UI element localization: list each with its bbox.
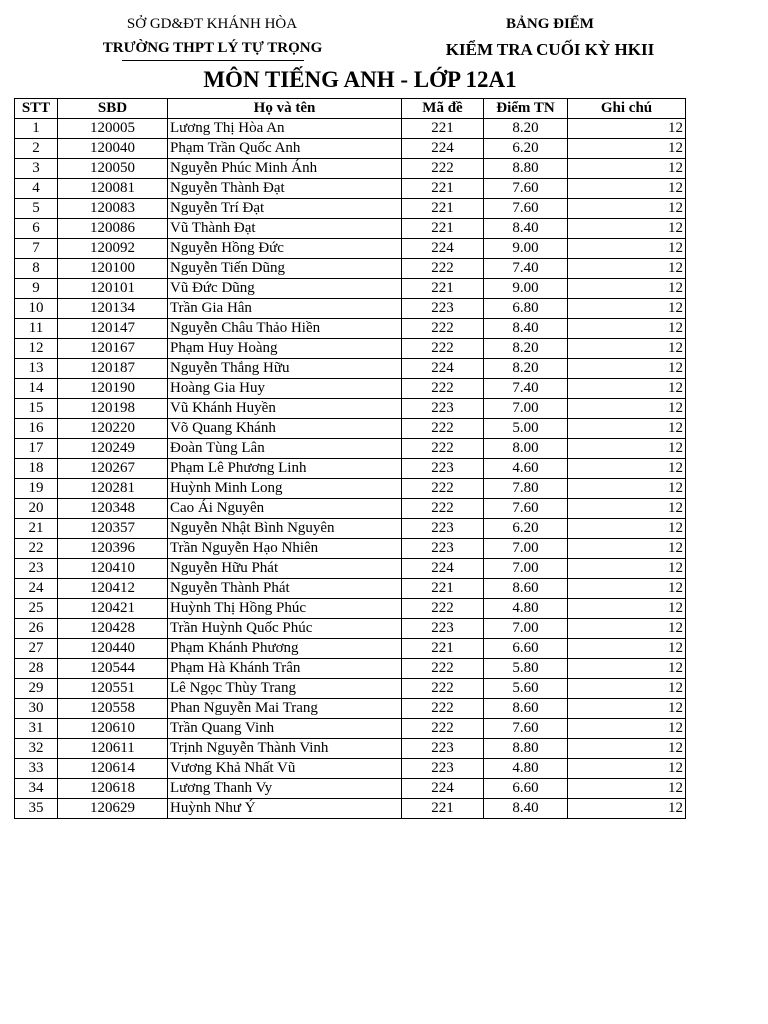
cell-name: Nguyễn Thành Phát xyxy=(168,579,402,599)
table-row xyxy=(15,499,686,519)
table-row xyxy=(15,199,686,219)
cell-ghi-chu: 12 xyxy=(568,379,686,399)
cell-ma-de: 222 xyxy=(402,439,484,459)
cell-stt: 2 xyxy=(15,139,58,159)
cell-name: Trịnh Nguyễn Thành Vinh xyxy=(168,739,402,759)
cell-name: Phạm Lê Phương Linh xyxy=(168,459,402,479)
cell-ghi-chu: 12 xyxy=(568,559,686,579)
cell-diem: 8.80 xyxy=(484,739,568,759)
document-title: BẢNG ĐIỂM xyxy=(506,16,594,32)
column-header-stt: STT xyxy=(15,99,58,119)
cell-sbd: 120558 xyxy=(58,699,168,719)
cell-sbd: 120050 xyxy=(58,159,168,179)
cell-ghi-chu: 12 xyxy=(568,579,686,599)
cell-ghi-chu: 12 xyxy=(568,639,686,659)
cell-ghi-chu: 12 xyxy=(568,119,686,139)
cell-ghi-chu: 12 xyxy=(568,799,686,819)
cell-diem: 8.40 xyxy=(484,219,568,239)
table-row xyxy=(15,279,686,299)
cell-stt: 3 xyxy=(15,159,58,179)
cell-name: Phạm Khánh Phương xyxy=(168,639,402,659)
cell-name: Nguyễn Tiến Dũng xyxy=(168,259,402,279)
table-row xyxy=(15,359,686,379)
department-name: SỞ GD&ĐT KHÁNH HÒA xyxy=(126,16,298,32)
cell-name: Vũ Khánh Huyền xyxy=(168,399,402,419)
cell-diem: 7.60 xyxy=(484,199,568,219)
cell-ma-de: 221 xyxy=(402,219,484,239)
table-row xyxy=(15,239,686,259)
cell-stt: 8 xyxy=(15,259,58,279)
cell-diem: 7.80 xyxy=(484,479,568,499)
cell-ma-de: 223 xyxy=(402,299,484,319)
cell-sbd: 120544 xyxy=(58,659,168,679)
cell-stt: 12 xyxy=(15,339,58,359)
cell-ma-de: 223 xyxy=(402,619,484,639)
cell-name: Hoàng Gia Huy xyxy=(168,379,402,399)
cell-sbd: 120167 xyxy=(58,339,168,359)
cell-sbd: 120190 xyxy=(58,379,168,399)
cell-ma-de: 221 xyxy=(402,119,484,139)
cell-ghi-chu: 12 xyxy=(568,239,686,259)
cell-ghi-chu: 12 xyxy=(568,499,686,519)
cell-stt: 4 xyxy=(15,179,58,199)
table-row xyxy=(15,639,686,659)
table-row xyxy=(15,299,686,319)
cell-ma-de: 221 xyxy=(402,279,484,299)
cell-ghi-chu: 12 xyxy=(568,679,686,699)
table-row xyxy=(15,319,686,339)
cell-stt: 23 xyxy=(15,559,58,579)
cell-name: Trần Quang Vinh xyxy=(168,719,402,739)
table-row xyxy=(15,179,686,199)
column-header-ma-de: Mã đề xyxy=(402,99,484,119)
cell-ghi-chu: 12 xyxy=(568,259,686,279)
cell-sbd: 120610 xyxy=(58,719,168,739)
cell-ghi-chu: 12 xyxy=(568,139,686,159)
table-row xyxy=(15,739,686,759)
cell-stt: 33 xyxy=(15,759,58,779)
cell-ghi-chu: 12 xyxy=(568,299,686,319)
cell-sbd: 120101 xyxy=(58,279,168,299)
cell-diem: 5.00 xyxy=(484,419,568,439)
cell-ghi-chu: 12 xyxy=(568,219,686,239)
cell-sbd: 120428 xyxy=(58,619,168,639)
cell-ghi-chu: 12 xyxy=(568,779,686,799)
cell-name: Huỳnh Như Ý xyxy=(168,799,402,819)
cell-name: Huỳnh Minh Long xyxy=(168,479,402,499)
subject-title: MÔN TIẾNG ANH - LỚP 12A1 xyxy=(203,67,517,92)
cell-name: Cao Ái Nguyên xyxy=(168,499,402,519)
cell-ma-de: 222 xyxy=(402,479,484,499)
cell-ghi-chu: 12 xyxy=(568,319,686,339)
cell-name: Trần Gia Hân xyxy=(168,299,402,319)
column-header-diem: Điểm TN xyxy=(484,99,568,119)
cell-ma-de: 222 xyxy=(402,659,484,679)
cell-ma-de: 221 xyxy=(402,799,484,819)
cell-stt: 19 xyxy=(15,479,58,499)
cell-stt: 32 xyxy=(15,739,58,759)
cell-ma-de: 223 xyxy=(402,539,484,559)
column-header-ghi-chu: Ghi chú xyxy=(568,99,686,119)
cell-name: Nguyễn Trí Đạt xyxy=(168,199,402,219)
cell-stt: 24 xyxy=(15,579,58,599)
cell-name: Nguyễn Thành Đạt xyxy=(168,179,402,199)
cell-diem: 6.60 xyxy=(484,779,568,799)
table-row xyxy=(15,579,686,599)
cell-stt: 35 xyxy=(15,799,58,819)
cell-ma-de: 222 xyxy=(402,699,484,719)
column-header-sbd: SBD xyxy=(58,99,168,119)
cell-sbd: 120440 xyxy=(58,639,168,659)
cell-ghi-chu: 12 xyxy=(568,459,686,479)
cell-diem: 7.60 xyxy=(484,719,568,739)
cell-ghi-chu: 12 xyxy=(568,659,686,679)
table-row xyxy=(15,799,686,819)
cell-sbd: 120348 xyxy=(58,499,168,519)
cell-sbd: 120267 xyxy=(58,459,168,479)
cell-ghi-chu: 12 xyxy=(568,759,686,779)
cell-stt: 13 xyxy=(15,359,58,379)
cell-ghi-chu: 12 xyxy=(568,739,686,759)
cell-ghi-chu: 12 xyxy=(568,339,686,359)
cell-diem: 8.20 xyxy=(484,119,568,139)
cell-stt: 15 xyxy=(15,399,58,419)
cell-name: Phan Nguyễn Mai Trang xyxy=(168,699,402,719)
cell-stt: 25 xyxy=(15,599,58,619)
cell-ghi-chu: 12 xyxy=(568,619,686,639)
cell-name: Nguyễn Thắng Hữu xyxy=(168,359,402,379)
cell-sbd: 120198 xyxy=(58,399,168,419)
cell-ma-de: 222 xyxy=(402,159,484,179)
cell-name: Võ Quang Khánh xyxy=(168,419,402,439)
cell-sbd: 120629 xyxy=(58,799,168,819)
cell-sbd: 120618 xyxy=(58,779,168,799)
cell-name: Trần Huỳnh Quốc Phúc xyxy=(168,619,402,639)
cell-name: Phạm Huy Hoàng xyxy=(168,339,402,359)
cell-sbd: 120040 xyxy=(58,139,168,159)
cell-ghi-chu: 12 xyxy=(568,279,686,299)
cell-name: Nguyễn Nhật Bình Nguyên xyxy=(168,519,402,539)
table-row xyxy=(15,619,686,639)
cell-ma-de: 221 xyxy=(402,199,484,219)
cell-diem: 8.80 xyxy=(484,159,568,179)
school-name: TRƯỜNG THPT LÝ TỰ TRỌNG xyxy=(102,40,323,56)
cell-sbd: 120187 xyxy=(58,359,168,379)
cell-sbd: 120412 xyxy=(58,579,168,599)
cell-name: Phạm Trần Quốc Anh xyxy=(168,139,402,159)
cell-ma-de: 223 xyxy=(402,399,484,419)
cell-sbd: 120100 xyxy=(58,259,168,279)
cell-sbd: 120083 xyxy=(58,199,168,219)
cell-sbd: 120410 xyxy=(58,559,168,579)
cell-ma-de: 224 xyxy=(402,779,484,799)
cell-ghi-chu: 12 xyxy=(568,159,686,179)
cell-ma-de: 223 xyxy=(402,459,484,479)
cell-stt: 27 xyxy=(15,639,58,659)
school-underline xyxy=(122,60,304,61)
cell-name: Lê Ngọc Thùy Trang xyxy=(168,679,402,699)
cell-ma-de: 222 xyxy=(402,319,484,339)
cell-ghi-chu: 12 xyxy=(568,199,686,219)
table-row xyxy=(15,659,686,679)
cell-diem: 9.00 xyxy=(484,239,568,259)
table-row xyxy=(15,339,686,359)
table-row xyxy=(15,219,686,239)
cell-name: Đoàn Tùng Lân xyxy=(168,439,402,459)
table-row xyxy=(15,519,686,539)
cell-stt: 6 xyxy=(15,219,58,239)
cell-name: Vũ Đức Dũng xyxy=(168,279,402,299)
cell-stt: 7 xyxy=(15,239,58,259)
cell-sbd: 120281 xyxy=(58,479,168,499)
cell-diem: 6.80 xyxy=(484,299,568,319)
cell-sbd: 120081 xyxy=(58,179,168,199)
cell-name: Lương Thị Hòa An xyxy=(168,119,402,139)
table-row xyxy=(15,539,686,559)
cell-diem: 8.40 xyxy=(484,319,568,339)
cell-stt: 22 xyxy=(15,539,58,559)
cell-ghi-chu: 12 xyxy=(568,419,686,439)
cell-sbd: 120220 xyxy=(58,419,168,439)
cell-stt: 21 xyxy=(15,519,58,539)
cell-ma-de: 224 xyxy=(402,239,484,259)
cell-sbd: 120551 xyxy=(58,679,168,699)
cell-ma-de: 222 xyxy=(402,499,484,519)
cell-stt: 10 xyxy=(15,299,58,319)
cell-stt: 26 xyxy=(15,619,58,639)
cell-stt: 20 xyxy=(15,499,58,519)
cell-ma-de: 222 xyxy=(402,679,484,699)
column-header-name: Họ và tên xyxy=(168,99,402,119)
cell-ma-de: 224 xyxy=(402,359,484,379)
cell-ma-de: 222 xyxy=(402,719,484,739)
cell-stt: 29 xyxy=(15,679,58,699)
table-row xyxy=(15,159,686,179)
cell-ma-de: 221 xyxy=(402,579,484,599)
cell-stt: 28 xyxy=(15,659,58,679)
cell-diem: 4.80 xyxy=(484,759,568,779)
cell-name: Huỳnh Thị Hồng Phúc xyxy=(168,599,402,619)
cell-diem: 6.20 xyxy=(484,139,568,159)
table-row xyxy=(15,399,686,419)
cell-diem: 5.60 xyxy=(484,679,568,699)
cell-diem: 8.60 xyxy=(484,699,568,719)
cell-diem: 7.00 xyxy=(484,399,568,419)
cell-stt: 18 xyxy=(15,459,58,479)
cell-sbd: 120249 xyxy=(58,439,168,459)
cell-ghi-chu: 12 xyxy=(568,179,686,199)
cell-ghi-chu: 12 xyxy=(568,719,686,739)
cell-name: Nguyễn Hữu Phát xyxy=(168,559,402,579)
cell-ma-de: 223 xyxy=(402,759,484,779)
cell-diem: 8.40 xyxy=(484,799,568,819)
score-table xyxy=(14,98,686,819)
cell-diem: 5.80 xyxy=(484,659,568,679)
cell-diem: 6.20 xyxy=(484,519,568,539)
cell-sbd: 120421 xyxy=(58,599,168,619)
table-header-row xyxy=(15,99,686,119)
cell-ghi-chu: 12 xyxy=(568,599,686,619)
cell-ghi-chu: 12 xyxy=(568,439,686,459)
cell-sbd: 120134 xyxy=(58,299,168,319)
cell-sbd: 120611 xyxy=(58,739,168,759)
cell-diem: 4.80 xyxy=(484,599,568,619)
cell-diem: 7.60 xyxy=(484,179,568,199)
cell-ma-de: 224 xyxy=(402,139,484,159)
cell-sbd: 120614 xyxy=(58,759,168,779)
cell-stt: 30 xyxy=(15,699,58,719)
table-row xyxy=(15,759,686,779)
cell-ma-de: 221 xyxy=(402,639,484,659)
cell-ma-de: 222 xyxy=(402,339,484,359)
cell-ma-de: 222 xyxy=(402,259,484,279)
cell-sbd: 120086 xyxy=(58,219,168,239)
cell-diem: 7.00 xyxy=(484,559,568,579)
cell-ma-de: 222 xyxy=(402,419,484,439)
cell-stt: 16 xyxy=(15,419,58,439)
cell-stt: 17 xyxy=(15,439,58,459)
cell-sbd: 120357 xyxy=(58,519,168,539)
cell-stt: 1 xyxy=(15,119,58,139)
cell-ghi-chu: 12 xyxy=(568,359,686,379)
cell-ma-de: 221 xyxy=(402,179,484,199)
table-row xyxy=(15,719,686,739)
cell-diem: 6.60 xyxy=(484,639,568,659)
cell-diem: 8.20 xyxy=(484,359,568,379)
cell-name: Vương Khả Nhất Vũ xyxy=(168,759,402,779)
cell-diem: 8.60 xyxy=(484,579,568,599)
cell-stt: 9 xyxy=(15,279,58,299)
cell-diem: 8.00 xyxy=(484,439,568,459)
cell-name: Phạm Hà Khánh Trân xyxy=(168,659,402,679)
cell-stt: 34 xyxy=(15,779,58,799)
table-row xyxy=(15,259,686,279)
cell-ma-de: 223 xyxy=(402,739,484,759)
table-row xyxy=(15,119,686,139)
cell-stt: 31 xyxy=(15,719,58,739)
table-row xyxy=(15,699,686,719)
cell-ghi-chu: 12 xyxy=(568,539,686,559)
table-row xyxy=(15,679,686,699)
cell-ma-de: 224 xyxy=(402,559,484,579)
cell-stt: 5 xyxy=(15,199,58,219)
table-row xyxy=(15,779,686,799)
cell-diem: 7.40 xyxy=(484,379,568,399)
cell-ma-de: 222 xyxy=(402,379,484,399)
table-row xyxy=(15,559,686,579)
cell-diem: 9.00 xyxy=(484,279,568,299)
table-row xyxy=(15,419,686,439)
cell-diem: 8.20 xyxy=(484,339,568,359)
cell-ma-de: 223 xyxy=(402,519,484,539)
table-row xyxy=(15,479,686,499)
cell-name: Nguyễn Phúc Minh Ánh xyxy=(168,159,402,179)
cell-ghi-chu: 12 xyxy=(568,519,686,539)
cell-sbd: 120147 xyxy=(58,319,168,339)
cell-name: Lương Thanh Vy xyxy=(168,779,402,799)
cell-diem: 7.00 xyxy=(484,539,568,559)
table-row xyxy=(15,439,686,459)
cell-stt: 14 xyxy=(15,379,58,399)
cell-name: Nguyễn Hồng Đức xyxy=(168,239,402,259)
cell-diem: 7.40 xyxy=(484,259,568,279)
exam-title: KIỂM TRA CUỐI KỲ HKII xyxy=(445,40,655,59)
cell-diem: 7.60 xyxy=(484,499,568,519)
cell-name: Nguyễn Châu Thảo Hiền xyxy=(168,319,402,339)
cell-name: Trần Nguyễn Hạo Nhiên xyxy=(168,539,402,559)
table-row xyxy=(15,379,686,399)
cell-diem: 7.00 xyxy=(484,619,568,639)
table-row xyxy=(15,459,686,479)
cell-ghi-chu: 12 xyxy=(568,699,686,719)
cell-stt: 11 xyxy=(15,319,58,339)
cell-sbd: 120396 xyxy=(58,539,168,559)
cell-diem: 4.60 xyxy=(484,459,568,479)
cell-ghi-chu: 12 xyxy=(568,399,686,419)
cell-name: Vũ Thành Đạt xyxy=(168,219,402,239)
table-row xyxy=(15,139,686,159)
cell-sbd: 120092 xyxy=(58,239,168,259)
cell-ghi-chu: 12 xyxy=(568,479,686,499)
cell-ma-de: 222 xyxy=(402,599,484,619)
cell-sbd: 120005 xyxy=(58,119,168,139)
table-row xyxy=(15,599,686,619)
